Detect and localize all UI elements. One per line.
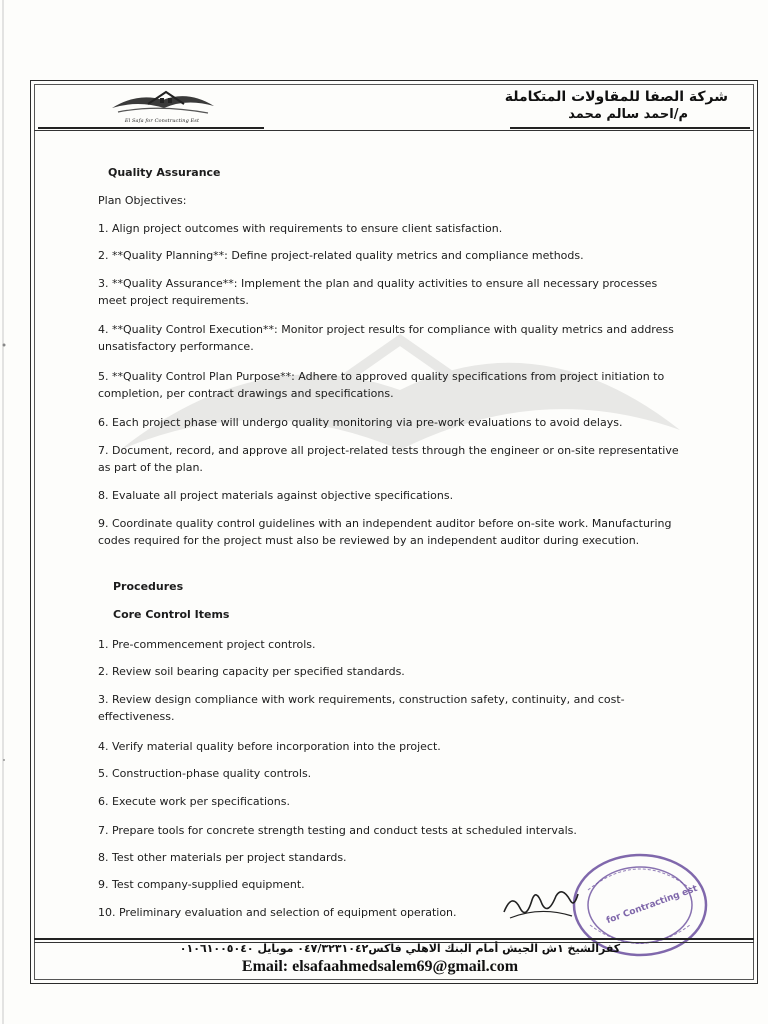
header-divider xyxy=(34,130,754,131)
core-item: 2. Review soil bearing capacity per specified standards. xyxy=(98,665,405,678)
objective-item: 8. Evaluate all project materials against objective specifications. xyxy=(98,489,454,502)
core-item: 6. Execute work per specifications. xyxy=(98,795,290,808)
core-item: 10. Preliminary evaluation and selection of equipment operation. xyxy=(98,906,457,919)
document-title: Quality Assurance xyxy=(108,166,221,179)
core-item: 9. Test company-supplied equipment. xyxy=(98,878,305,891)
handwritten-signature xyxy=(500,882,580,926)
objective-item: 4. **Quality Control Execution**: Monitor project results for compliance with quality metrics and address unsatisfactory performance. xyxy=(98,323,674,353)
objective-item: 7. Document, record, and approve all project-related tests through the engineer or on-site representative as part of the plan. xyxy=(98,444,679,474)
core-items-heading: Core Control Items xyxy=(113,608,230,621)
scan-edge-marks xyxy=(0,0,8,1024)
company-name: شركة الصفا للمقاولات المتكاملة xyxy=(504,89,728,105)
logo-caption: El Safa for Constructing Est xyxy=(124,118,200,124)
procedures-heading: Procedures xyxy=(113,580,184,593)
objective-item: 1. Align project outcomes with requirements to ensure client satisfaction. xyxy=(98,222,503,235)
footer-email: Email: elsafaahmedsalem69@gmail.com xyxy=(241,958,519,975)
header-name-underline xyxy=(510,127,750,129)
footer-divider xyxy=(34,938,754,940)
plan-objectives-label: Plan Objectives: xyxy=(98,194,187,207)
objective-item: 9. Coordinate quality control guidelines with an independent auditor before on-site work. Manufacturing codes required for the project must also be reviewed by an independent auditor during execution. xyxy=(98,517,672,547)
core-item: 1. Pre-commencement project controls. xyxy=(98,638,316,651)
objective-item: 2. **Quality Planning**: Define project-related quality metrics and compliance methods. xyxy=(98,249,584,262)
core-item: 3. Review design compliance with work requirements, construction safety, continuity, and cost-effectiveness. xyxy=(98,693,625,723)
company-header xyxy=(505,88,728,123)
core-item: 5. Construction-phase quality controls. xyxy=(98,767,312,780)
stamp-text: for Contracting est xyxy=(605,883,699,927)
core-item: 4. Verify material quality before incorporation into the project. xyxy=(98,740,441,753)
core-item: 7. Prepare tools for concrete strength testing and conduct tests at scheduled intervals. xyxy=(98,824,577,837)
core-item: 8. Test other materials per project standards. xyxy=(98,851,347,864)
company-manager: م/احمد سالم محمد xyxy=(568,107,688,122)
objective-item: 6. Each project phase will undergo quality monitoring via pre-work evaluations to avoid delays. xyxy=(98,416,623,429)
footer-address: كفرالشيخ ١ش الجيش أمام البنك الاهلي فاكس٠٤٧/٣٢٣١٠٤٢ موبايل ٠١٠٦١٠٠٥٠٤٠ xyxy=(179,942,621,955)
objective-item: 5. **Quality Control Plan Purpose**: Adhere to approved quality specifications from project initiation to completion, per contract drawings and specifications. xyxy=(98,370,665,400)
objective-item: 3. **Quality Assurance**: Implement the plan and quality activities to ensure all necessary processes meet project requirements. xyxy=(98,277,658,307)
